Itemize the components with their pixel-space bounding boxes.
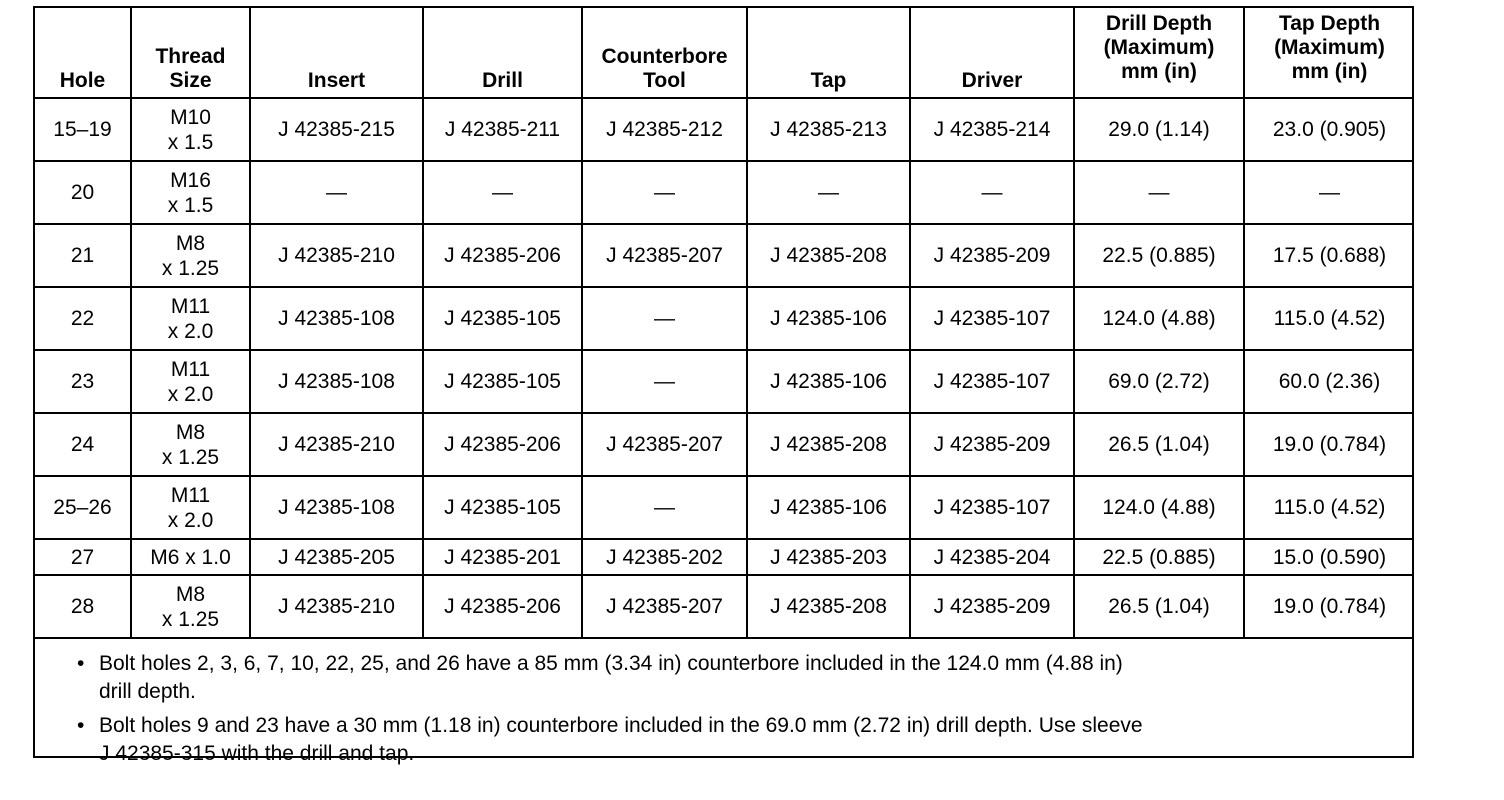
cell-dd: — [1074, 161, 1244, 224]
header-thread-size: Thread Size [131, 8, 250, 98]
table-body [35, 98, 1414, 638]
cell-cbore: — [582, 350, 747, 413]
cell-hole: 24 [35, 413, 131, 476]
cell-insert: J 42385-210 [250, 413, 423, 476]
notes-section [35, 642, 1414, 774]
cell-td: 17.5 (0.688) [1244, 224, 1414, 287]
cell-tap: J 42385-106 [747, 287, 910, 350]
cell-drill: J 42385-206 [423, 413, 582, 476]
cell-td: 60.0 (2.36) [1244, 350, 1414, 413]
header-insert: Insert [250, 8, 423, 98]
cell-hole: 21 [35, 224, 131, 287]
cell-drill: J 42385-206 [423, 224, 582, 287]
header-row [35, 8, 1414, 98]
header-hole: Hole [35, 8, 131, 98]
header-tap-depth: Tap Depth (Maximum) mm (in) [1244, 8, 1414, 98]
cell-thread-size: M11 x 2.0 [131, 476, 250, 539]
cell-hole: 20 [35, 161, 131, 224]
cell-dd: 124.0 (4.88) [1074, 476, 1244, 539]
header-drill: Drill [423, 8, 582, 98]
cell-insert: J 42385-205 [250, 539, 423, 575]
cell-cbore: — [582, 161, 747, 224]
cell-hole: 28 [35, 575, 131, 638]
tool-table-sheet [33, 6, 1414, 765]
cell-cbore: J 42385-212 [582, 98, 747, 161]
cell-driver: J 42385-107 [910, 287, 1074, 350]
cell-cbore: J 42385-207 [582, 413, 747, 476]
cell-driver: J 42385-209 [910, 575, 1074, 638]
table-row [35, 476, 1414, 539]
cell-hole: 15–19 [35, 98, 131, 161]
cell-cbore: — [582, 476, 747, 539]
cell-tap: J 42385-208 [747, 413, 910, 476]
table-row [35, 287, 1414, 350]
cell-insert: — [250, 161, 423, 224]
table-row [35, 224, 1414, 287]
cell-drill: J 42385-201 [423, 539, 582, 575]
cell-td: 15.0 (0.590) [1244, 539, 1414, 575]
bullet-icon: • [77, 714, 85, 737]
cell-thread-size: M8 x 1.25 [131, 224, 250, 287]
note-text: Bolt holes 2, 3, 6, 7, 10, 22, 25, and 26 have a 85 mm (3.34 in) counterbore included in the 124.0 mm (4.88 in) [99, 652, 1123, 675]
note-text: Bolt holes 9 and 23 have a 30 mm (1.18 in) counterbore included in the 69.0 mm (2.72 in) drill depth. Use sleeve [99, 714, 1143, 737]
table-row [35, 161, 1414, 224]
cell-insert: J 42385-108 [250, 287, 423, 350]
cell-cbore: J 42385-202 [582, 539, 747, 575]
cell-thread-size: M10 x 1.5 [131, 98, 250, 161]
cell-thread-size: M8 x 1.25 [131, 575, 250, 638]
cell-cbore: J 42385-207 [582, 575, 747, 638]
cell-dd: 69.0 (2.72) [1074, 350, 1244, 413]
cell-insert: J 42385-210 [250, 575, 423, 638]
cell-hole: 22 [35, 287, 131, 350]
header-tap: Tap [747, 8, 910, 98]
header-counterbore-tool: Counterbore Tool [582, 8, 747, 98]
cell-tap: J 42385-106 [747, 350, 910, 413]
cell-hole: 25–26 [35, 476, 131, 539]
table-row [35, 350, 1414, 413]
cell-dd: 22.5 (0.885) [1074, 539, 1244, 575]
cell-dd: 124.0 (4.88) [1074, 287, 1244, 350]
cell-drill: J 42385-211 [423, 98, 582, 161]
note-text: drill depth. [99, 680, 196, 703]
cell-driver: J 42385-209 [910, 224, 1074, 287]
header-drill-depth: Drill Depth (Maximum) mm (in) [1074, 8, 1244, 98]
cell-td: 115.0 (4.52) [1244, 476, 1414, 539]
cell-dd: 29.0 (1.14) [1074, 98, 1244, 161]
cell-tap: — [747, 161, 910, 224]
header-driver: Driver [910, 8, 1074, 98]
cell-drill: J 42385-105 [423, 350, 582, 413]
cell-dd: 26.5 (1.04) [1074, 575, 1244, 638]
cell-thread-size: M16 x 1.5 [131, 161, 250, 224]
cell-tap: J 42385-208 [747, 224, 910, 287]
cell-insert: J 42385-210 [250, 224, 423, 287]
tool-table [35, 8, 1414, 639]
cell-thread-size: M6 x 1.0 [131, 539, 250, 575]
cell-driver: J 42385-107 [910, 476, 1074, 539]
table-row [35, 98, 1414, 161]
cell-tap: J 42385-208 [747, 575, 910, 638]
cell-driver: J 42385-204 [910, 539, 1074, 575]
table-row [35, 413, 1414, 476]
cell-td: 19.0 (0.784) [1244, 413, 1414, 476]
note-item [75, 650, 1414, 706]
bullet-icon: • [77, 652, 85, 675]
cell-thread-size: M8 x 1.25 [131, 413, 250, 476]
cell-insert: J 42385-108 [250, 476, 423, 539]
table-row [35, 575, 1414, 638]
cell-drill: J 42385-206 [423, 575, 582, 638]
cell-dd: 26.5 (1.04) [1074, 413, 1244, 476]
cell-cbore: — [582, 287, 747, 350]
cell-drill: J 42385-105 [423, 287, 582, 350]
cell-tap: J 42385-203 [747, 539, 910, 575]
cell-thread-size: M11 x 2.0 [131, 287, 250, 350]
cell-td: 115.0 (4.52) [1244, 287, 1414, 350]
cell-tap: J 42385-106 [747, 476, 910, 539]
cell-dd: 22.5 (0.885) [1074, 224, 1244, 287]
cell-cbore: J 42385-207 [582, 224, 747, 287]
cell-td: 23.0 (0.905) [1244, 98, 1414, 161]
cell-driver: J 42385-214 [910, 98, 1074, 161]
note-item [75, 712, 1414, 768]
cell-drill: — [423, 161, 582, 224]
cell-hole: 27 [35, 539, 131, 575]
cell-drill: J 42385-105 [423, 476, 582, 539]
cell-td: 19.0 (0.784) [1244, 575, 1414, 638]
cell-insert: J 42385-215 [250, 98, 423, 161]
cell-td: — [1244, 161, 1414, 224]
cell-tap: J 42385-213 [747, 98, 910, 161]
note-text: J 42385-315 with the drill and tap. [99, 742, 415, 765]
cell-driver: J 42385-209 [910, 413, 1074, 476]
cell-driver: J 42385-107 [910, 350, 1074, 413]
cell-insert: J 42385-108 [250, 350, 423, 413]
cell-driver: — [910, 161, 1074, 224]
table-row [35, 539, 1414, 575]
cell-thread-size: M11 x 2.0 [131, 350, 250, 413]
cell-hole: 23 [35, 350, 131, 413]
